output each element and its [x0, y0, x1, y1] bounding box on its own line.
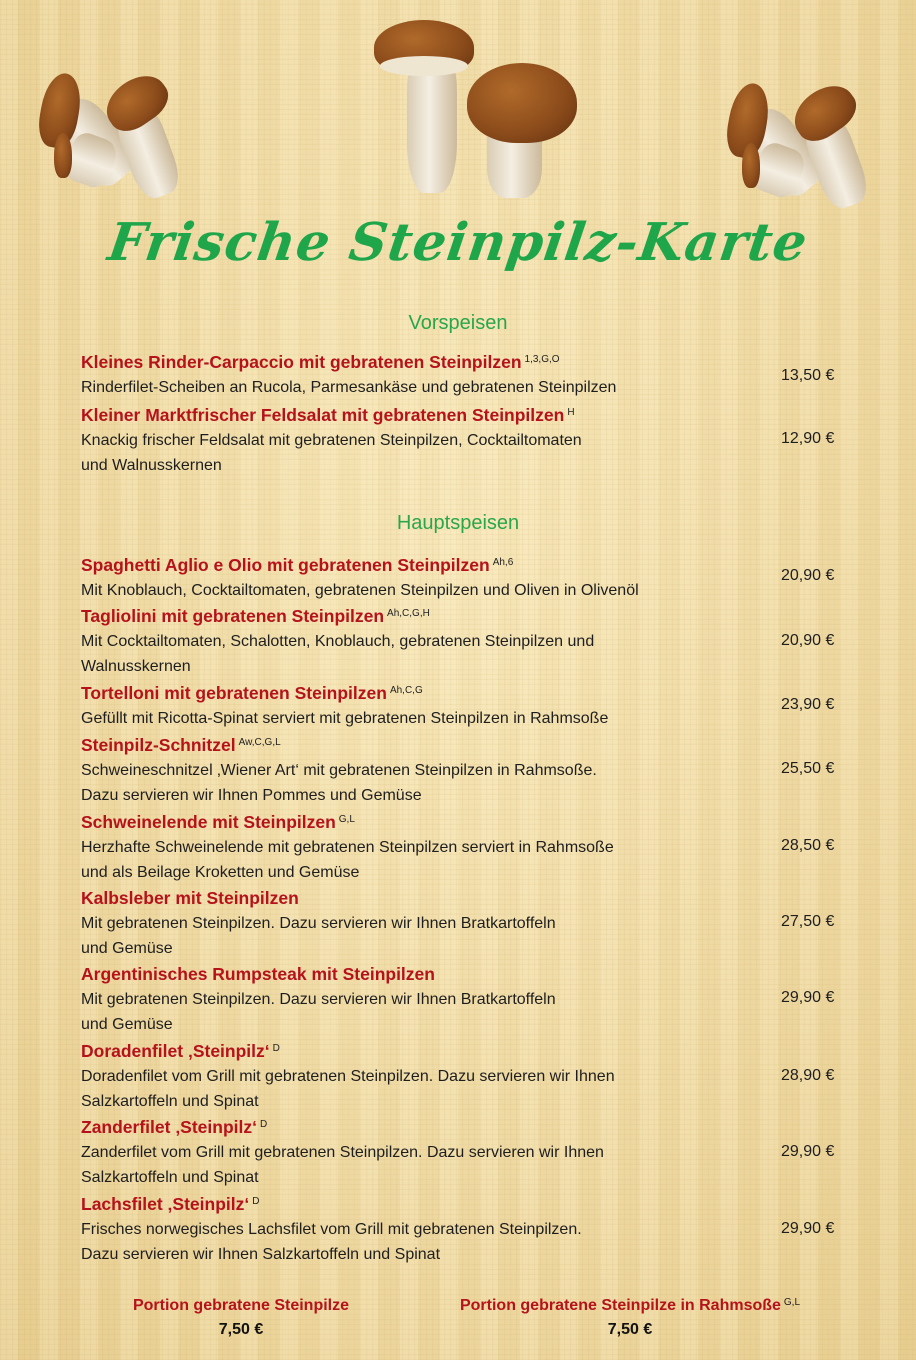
item-description: Knackig frischer Feldsalat mit gebratenen Steinpilzen, Cocktailtomaten [81, 432, 582, 449]
item-name: Steinpilz-Schnitzel [81, 735, 236, 755]
item-description: Gefüllt mit Ricotta-Spinat serviert mit gebratenen Steinpilzen in Rahmsoße [81, 710, 609, 727]
item-name: Spaghetti Aglio e Olio mit gebratenen Steinpilzen [81, 555, 490, 575]
section-heading-hauptspeisen: Hauptspeisen [396, 512, 520, 534]
item-price: 25,50 € [781, 760, 835, 777]
item-description: und als Beilage Kroketten und Gemüse [81, 864, 360, 881]
section-heading-vorspeisen: Vorspeisen [408, 312, 508, 334]
item-description: Frisches norwegisches Lachsfilet vom Grill mit gebratenen Steinpilzen. [81, 1221, 582, 1238]
item-description: Doradenfilet vom Grill mit gebratenen Steinpilzen. Dazu servieren wir Ihnen [81, 1068, 615, 1085]
item-description: Herzhafte Schweinelende mit gebratenen Steinpilzen serviert in Rahmsoße [81, 839, 614, 856]
item-name: Tortelloni mit gebratenen Steinpilzen [81, 683, 387, 703]
item-description: Schweineschnitzel ‚Wiener Art‘ mit gebratenen Steinpilzen in Rahmsoße. [81, 762, 597, 779]
item-description: Mit Knoblauch, Cocktailtomaten, gebratenen Steinpilzen und Oliven in Olivenöl [81, 582, 639, 599]
menu-item [81, 403, 741, 478]
item-name: Kleiner Marktfrischer Feldsalat mit gebratenen Steinpilzen [81, 405, 565, 425]
menu-item [81, 1115, 741, 1190]
menu-item [81, 1192, 741, 1267]
item-price: 23,90 € [781, 696, 835, 713]
side-price: 7,50 € [607, 1321, 653, 1338]
item-name: Kalbsleber mit Steinpilzen [81, 888, 299, 908]
item-description: Rinderfilet-Scheiben an Rucola, Parmesankäse und gebratenen Steinpilzen [81, 379, 617, 396]
menu-item [81, 733, 741, 808]
menu-title: Frische Steinpilz-Karte [104, 212, 812, 273]
item-name: Schweinelende mit Steinpilzen [81, 812, 336, 832]
mushroom-center-image [372, 18, 584, 198]
allergen-codes: 1,3,G,O [524, 354, 560, 365]
item-price: 28,90 € [781, 1067, 835, 1084]
menu-item [81, 962, 741, 1037]
item-description: Dazu servieren wir Ihnen Pommes und Gemüse [81, 787, 422, 804]
item-description: Mit gebratenen Steinpilzen. Dazu servieren wir Ihnen Bratkartoffeln [81, 915, 556, 932]
allergen-codes: D [252, 1196, 260, 1207]
side-item [100, 1297, 382, 1339]
mushroom-right-image [724, 78, 899, 203]
item-description: Mit Cocktailtomaten, Schalotten, Knoblauch, gebratenen Steinpilzen und [81, 633, 595, 650]
item-price: 12,90 € [781, 430, 835, 447]
item-price: 29,90 € [781, 989, 835, 1006]
item-price: 13,50 € [781, 367, 835, 384]
item-description: Dazu servieren wir Ihnen Salzkartoffeln und Spinat [81, 1246, 441, 1263]
item-description: Zanderfilet vom Grill mit gebratenen Steinpilzen. Dazu servieren wir Ihnen [81, 1144, 604, 1161]
item-price: 20,90 € [781, 567, 835, 584]
menu-item [81, 681, 741, 731]
item-price: 27,50 € [781, 913, 835, 930]
item-price: 28,50 € [781, 837, 835, 854]
allergen-codes: G,L [783, 1297, 801, 1308]
item-price: 20,90 € [781, 632, 835, 649]
side-price: 7,50 € [218, 1321, 264, 1338]
allergen-codes: D [272, 1043, 280, 1054]
item-name: Zanderfilet ‚Steinpilz‘ [81, 1117, 257, 1137]
mushroom-left-image [36, 68, 211, 193]
allergen-codes: H [567, 407, 575, 418]
menu-item [81, 604, 741, 679]
menu-item [81, 1039, 741, 1114]
item-description: Salzkartoffeln und Spinat [81, 1093, 259, 1110]
allergen-codes: Ah,6 [492, 557, 514, 568]
allergen-codes: G,L [338, 814, 355, 825]
item-description: Mit gebratenen Steinpilzen. Dazu servieren wir Ihnen Bratkartoffeln [81, 991, 556, 1008]
allergen-codes: D [260, 1119, 268, 1130]
allergen-codes: Ah,C,G,H [387, 608, 430, 619]
item-name: Lachsfilet ‚Steinpilz‘ [81, 1194, 250, 1214]
item-description: und Gemüse [81, 1016, 173, 1033]
menu-item [81, 553, 741, 603]
allergen-codes: Ah,C,G [389, 685, 423, 696]
item-name: Tagliolini mit gebratenen Steinpilzen [81, 606, 385, 626]
menu-item [81, 886, 741, 961]
item-description: Salzkartoffeln und Spinat [81, 1169, 259, 1186]
allergen-codes: Aw,C,G,L [238, 737, 281, 748]
menu-item [81, 350, 741, 400]
item-description: und Gemüse [81, 940, 173, 957]
side-name: Portion gebratene Steinpilze [132, 1297, 350, 1314]
menu-item [81, 810, 741, 885]
side-name: Portion gebratene Steinpilze in Rahmsoße [459, 1297, 781, 1314]
item-price: 29,90 € [781, 1220, 835, 1237]
item-name: Kleines Rinder-Carpaccio mit gebratenen Steinpilzen [81, 352, 522, 372]
item-description: und Walnusskernen [81, 457, 222, 474]
item-price: 29,90 € [781, 1143, 835, 1160]
item-name: Argentinisches Rumpsteak mit Steinpilzen [81, 964, 435, 984]
side-item [420, 1297, 840, 1339]
item-description: Walnusskernen [81, 658, 191, 675]
item-name: Doradenfilet ‚Steinpilz‘ [81, 1041, 270, 1061]
